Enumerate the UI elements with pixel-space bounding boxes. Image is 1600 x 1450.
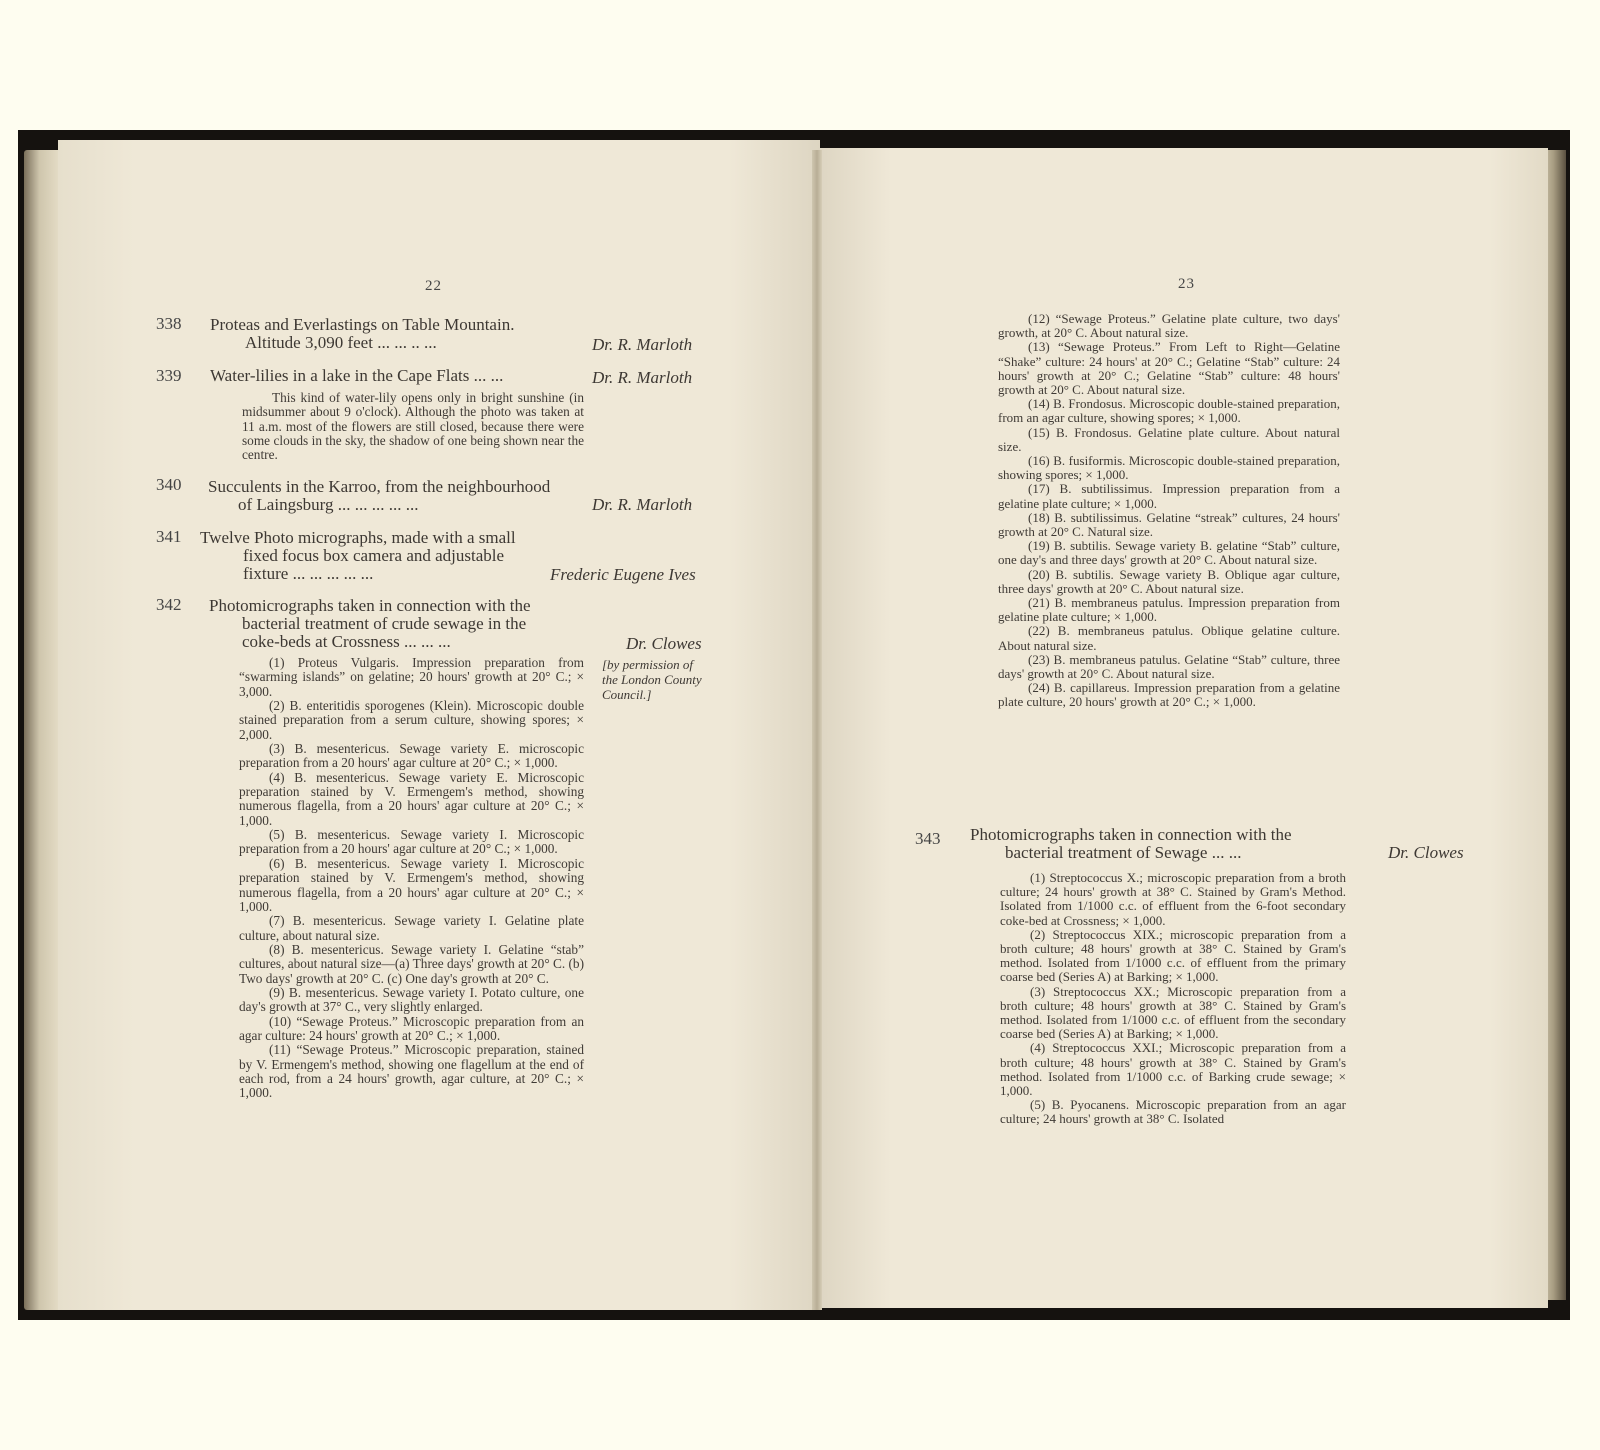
- entry-credit: Dr. Clowes: [626, 634, 702, 653]
- list-item: (11) “Sewage Proteus.” Microscopic preparation, stained by V. Ermengem's method, showing one flagellum at the end of each rod, from a 24 hours' growth, agar culture, at 20° C.; × 1,000.: [239, 1042, 584, 1101]
- list-item: (5) B. Pyocanens. Microscopic preparation from an agar culture; 24 hours' growth at 38° C. Isolated: [1000, 1097, 1346, 1127]
- entry-title-line: Photomicrographs taken in connection with the: [970, 825, 1292, 844]
- list-item: (2) Streptococcus XIX.; microscopic preparation from a broth culture; 48 hours' growth at 38° C. Stained by Gram's method. Isolated from 1/1000 c.c. of effluent from the primary coarse bed (Series A) at Barking; × 1,000.: [1000, 926, 1346, 985]
- entry-title-line: Succulents in the Karroo, from the neighbourhood: [208, 477, 551, 496]
- list-item: (18) B. subtilissimus. Gelatine “streak” cultures, 24 hours' growth at 20° C. Natural size.: [998, 509, 1340, 540]
- entry-title-line: Proteas and Everlastings on Table Mountain.: [210, 315, 515, 334]
- entry-title-line: Twelve Photo micrographs, made with a small: [200, 528, 516, 547]
- entry-number: 338: [156, 314, 182, 333]
- list-item: (22) B. membraneus patulus. Oblique gelatine culture. About natural size.: [998, 623, 1340, 653]
- list-item: (9) B. mesentericus. Sewage variety I. Potato culture, one day's growth at 37° C., very slightly enlarged.: [239, 984, 584, 1015]
- entry-title-line: coke-beds at Crossness ... ... ...: [242, 632, 451, 651]
- list-item: (15) B. Frondosus. Gelatine plate culture. About natural size.: [998, 424, 1340, 454]
- list-item: (24) B. capillareus. Impression preparation from a gelatine plate culture, 20 hours' growth at 20° C.; × 1,000.: [998, 680, 1340, 710]
- list-item: (7) B. mesentericus. Sewage variety I. Gelatine plate culture, about natural size.: [239, 913, 584, 943]
- list-item: (17) B. subtilissimus. Impression preparation from a gelatine plate culture; × 1,000.: [998, 481, 1340, 511]
- list-item: (19) B. subtilis. Sewage variety B. gelatine “Stab” culture, one day's and three days' growth at 20° C. About natural size.: [998, 538, 1340, 568]
- entry-description: [242, 391, 584, 463]
- entry-credit: Dr. R. Marloth: [592, 335, 693, 354]
- entry-title-line: fixed focus box camera and adjustable: [243, 546, 505, 565]
- list-item: (6) B. mesentericus. Sewage variety I. Microscopic preparation stained by V. Ermengem's method, showing numerous flagella, from a 20 hours' agar culture at 20° C.; × 1,000.: [239, 855, 584, 914]
- list-item: (2) B. enteritidis sporogenes (Klein). Microscopic double stained preparation from a serum culture, showing spores; × 2,000.: [239, 698, 584, 742]
- item-list: [998, 312, 1340, 710]
- entry-number: 343: [915, 829, 941, 848]
- list-item: (5) B. mesentericus. Sewage variety I. Microscopic preparation from a 20 hours' agar culture at 20° C.; × 1,000.: [239, 827, 584, 857]
- list-item: (20) B. subtilis. Sewage variety B. Oblique agar culture, three days' growth at 20° C. About natural size.: [998, 566, 1340, 596]
- entry-number: 340: [156, 475, 182, 494]
- entry-credit: Dr. R. Marloth: [592, 368, 693, 387]
- list-item: (1) Streptococcus X.; microscopic preparation from a broth culture; 24 hours' growth at 38° C. Stained by Gram's Method. Isolated from 1/1000 c.c. of effluent from the 6-foot secondary coke-bed at Crossness; × 1,000.: [1000, 870, 1346, 928]
- entry-title-line: Water-lilies in a lake in the Cape Flats ... ...: [210, 366, 504, 385]
- list-item: (1) Proteus Vulgaris. Impression preparation from “swarming islands” on gelatine; 20 hours' growth at 20° C.; × 3,000.: [239, 655, 584, 699]
- entry-title: [970, 826, 1345, 862]
- list-item: (23) B. membraneus patulus. Gelatine “Stab” culture, three days' growth at 20° C. About natural size.: [998, 651, 1340, 682]
- entry-number: 342: [156, 595, 182, 614]
- list-item: (16) B. fusiformis. Microscopic double-stained preparation, showing spores; × 1,000.: [998, 453, 1340, 483]
- book-gutter: [812, 150, 822, 1310]
- list-item: (4) Streptococcus XXI.; Microscopic preparation from a broth culture; 48 hours' growth at 38° C. Stained by Gram's method. Isolated from 1/1000 c.c. of Barking crude sewage; × 1,000.: [1000, 1040, 1346, 1099]
- entry-title-line: fixture ... ... ... ... ...: [243, 564, 374, 583]
- entry-title: [210, 316, 585, 352]
- page-number-left: 22: [425, 278, 442, 294]
- entry-title: [208, 478, 585, 514]
- list-item: (12) “Sewage Proteus.” Gelatine plate culture, two days' growth, at 20° C. About natural size.: [998, 311, 1340, 341]
- entry-credit: Dr. Clowes: [1388, 843, 1464, 862]
- description-paragraph: This kind of water-lily opens only in bright sunshine (in midsummer about 9 o'clock). Although the photo was taken at 11 a.m. most of the flowers are still closed, because there were some clouds in the sky, the shadow of one being shown near the centre.: [242, 390, 584, 463]
- entry-title-line: Photomicrographs taken in connection with the: [209, 596, 531, 615]
- entry-title: [209, 597, 585, 651]
- list-item: (13) “Sewage Proteus.” From Left to Right—Gelatine “Shake” culture: 24 hours' at 20° C.; Gelatine “Stab” culture: 24 hours' growth at 20° C.; Gelatine “Stab” culture: 48 hours' growth at 20° C. About natural size.: [998, 339, 1340, 398]
- entry-title-line: bacterial treatment of crude sewage in the: [242, 614, 527, 633]
- entry-title: [210, 367, 585, 385]
- entry-title: [200, 529, 585, 583]
- list-item: (3) B. mesentericus. Sewage variety E. microscopic preparation from a 20 hours' agar culture at 20° C.; × 1,000.: [239, 741, 584, 771]
- item-list: [1000, 871, 1346, 1127]
- list-item: (3) Streptococcus XX.; Microscopic preparation from a broth culture; 48 hours' growth at 38° C. Stained by Gram's method. Isolated from 1/1000 c.c. of effluent from the secondary coarse bed (Series A) at Barking; × 1,000.: [1000, 983, 1346, 1042]
- entry-number: 341: [156, 527, 182, 546]
- list-item: (21) B. membraneus patulus. Impression preparation from gelatine plate culture; × 1,000.: [998, 595, 1340, 625]
- entry-title-line: bacterial treatment of Sewage ... ...: [1005, 843, 1242, 862]
- permission-note: [by permission of the London County Council.]: [602, 657, 702, 702]
- list-item: (4) B. mesentericus. Sewage variety E. Microscopic preparation stained by V. Ermengem's method, showing numerous flagella, from a 20 hours' agar culture at 20° C.; × 1,000.: [239, 769, 584, 828]
- list-item: (8) B. mesentericus. Sewage variety I. Gelatine “stab” cultures, about natural size—(a) Three days' growth at 20° C. (b) Two days' growth at 20° C. (c) One day's growth at 20° C.: [239, 941, 584, 986]
- list-item: (10) “Sewage Proteus.” Microscopic preparation from an agar culture: 24 hours' growth at 20° C.; × 1,000.: [239, 1013, 584, 1043]
- item-list: [239, 656, 584, 1101]
- entry-credit: Dr. R. Marloth: [592, 495, 693, 514]
- list-item: (14) B. Frondosus. Microscopic double-stained preparation, from an agar culture, showing spores; × 1,000.: [998, 396, 1340, 426]
- entry-title-line: Altitude 3,090 feet ... ... .. ...: [245, 333, 437, 352]
- entry-title-line: of Laingsburg ... ... ... ... ...: [238, 495, 419, 514]
- page-number-right: 23: [1178, 276, 1195, 292]
- entry-number: 339: [156, 366, 182, 385]
- entry-credit: Frederic Eugene Ives: [550, 565, 696, 584]
